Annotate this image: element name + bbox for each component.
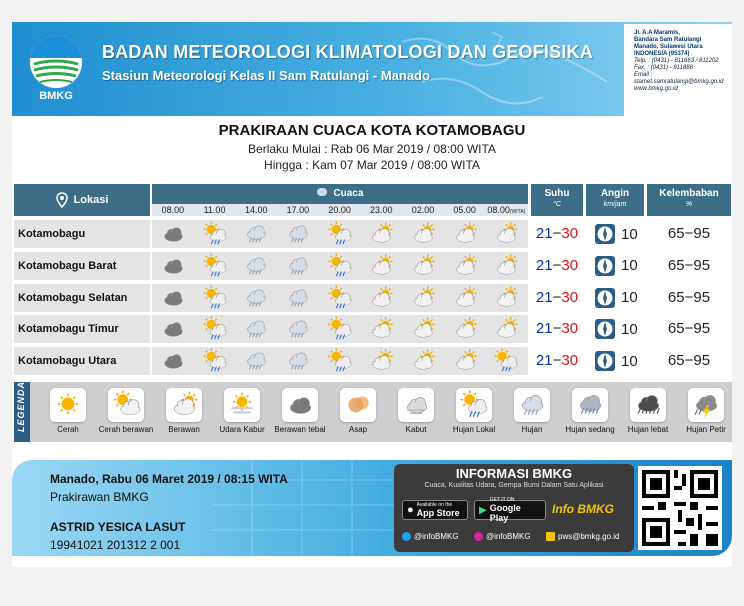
address-line: Bandara Sam Ratulangi <box>634 37 702 43</box>
temp-low: 21 <box>535 288 553 306</box>
weather-cells <box>152 284 528 312</box>
mail-icon <box>546 532 555 541</box>
partly-icon <box>444 220 486 248</box>
google-play-button[interactable] <box>474 497 546 523</box>
wind-speed: 10 <box>621 289 638 307</box>
partly-icon <box>444 284 486 312</box>
partly-icon <box>360 284 402 312</box>
wind-speed: 10 <box>621 352 638 370</box>
info-title: INFORMASI BMKG <box>455 466 573 481</box>
sun-rain-icon <box>194 284 236 312</box>
humidity-range: 65−95 <box>647 284 731 312</box>
location-name: Kotamobagu <box>14 220 150 248</box>
header-lokasi <box>14 184 150 216</box>
sun-rain-icon <box>194 220 236 248</box>
twitter-link[interactable] <box>402 532 459 541</box>
address-line: Manado, Sulawesi Utara <box>634 44 703 50</box>
legend-label: Hujan sedang <box>565 425 615 434</box>
legend-label: Hujan lebat <box>627 425 669 434</box>
cloudy-icon <box>152 252 194 280</box>
partly-icon <box>360 252 402 280</box>
weather-cells <box>152 347 528 375</box>
location-name: Kotamobagu Utara <box>14 347 150 375</box>
temp-low: 21 <box>535 256 553 274</box>
rain-icon <box>235 252 277 280</box>
temp-high: 30 <box>561 225 579 242</box>
table-row <box>14 315 732 343</box>
hour-label: 08.00(WITA) <box>487 205 526 215</box>
hour-label: 14.00 <box>244 205 268 215</box>
kelembaban-unit: % <box>685 201 693 208</box>
humidity-range: 65−95 <box>647 220 731 248</box>
info-subtitle: Cuaca, Kualitas Udara, Gempa Bumi Dalam Satu Aplikasi <box>424 482 604 489</box>
appstore-label: App Store <box>416 508 460 518</box>
rain-icon <box>514 388 550 422</box>
partly-icon <box>486 284 528 312</box>
temperature-range <box>531 284 583 312</box>
temp-low: 21 <box>535 320 553 338</box>
wind-cell <box>586 315 644 343</box>
station-subtitle: Stasiun Meteorologi Kelas II Sam Ratulangi - Manado <box>102 68 430 83</box>
weather-cells <box>152 315 528 343</box>
location-name: Kotamobagu Barat <box>14 252 150 280</box>
partly-icon <box>486 252 528 280</box>
wind-direction-icon <box>594 350 616 372</box>
legend-tag <box>14 382 30 442</box>
partly-icon <box>360 220 402 248</box>
kelembaban-label: Kelembaban <box>659 188 719 199</box>
forecaster-role: Prakirawan BMKG <box>50 490 149 504</box>
info-bmkg-panel <box>394 464 634 552</box>
angin-unit: km/jam <box>603 201 627 208</box>
sun-rain-icon <box>486 347 528 375</box>
hour-label: 17.00 <box>286 205 310 215</box>
partly-icon <box>402 284 444 312</box>
wind-direction-icon <box>594 318 616 340</box>
temperature-range <box>531 315 583 343</box>
address-web: www.bmkg.go.id <box>634 86 678 92</box>
partly-icon <box>166 388 202 422</box>
header-angin <box>586 184 644 216</box>
hours-row <box>152 204 528 216</box>
location-name: Kotamobagu Selatan <box>14 284 150 312</box>
fog-icon <box>398 388 434 422</box>
rain-icon <box>277 252 319 280</box>
partly-icon <box>444 347 486 375</box>
bmkg-logo <box>24 36 88 108</box>
email-address: pws@bmkg.go.id <box>558 532 620 541</box>
info-bmkg-brand: Info BMKG <box>552 502 614 516</box>
legend-tag-text: LEGENDA <box>16 380 26 432</box>
wind-cell <box>586 220 644 248</box>
thunder-icon <box>688 388 724 422</box>
temperature-range <box>531 252 583 280</box>
hour-label: 05.00 <box>453 205 476 215</box>
sun-rain-icon <box>194 347 236 375</box>
hour-label: 11.00 <box>203 205 226 215</box>
rain-icon <box>235 284 277 312</box>
qr-code-icon[interactable] <box>638 466 722 550</box>
wind-direction-icon <box>594 255 616 277</box>
partly-icon <box>360 315 402 343</box>
legend-label: Hujan Lokal <box>452 425 496 434</box>
cloudy-icon <box>152 220 194 248</box>
legend-label: Hujan Petir <box>686 425 726 434</box>
table-row <box>14 252 732 280</box>
humidity-range: 65−95 <box>647 315 731 343</box>
hour-label: 23.00 <box>370 205 393 215</box>
angin-label: Angin <box>600 188 630 199</box>
app-store-button[interactable] <box>402 500 468 520</box>
sun-cloud-icon <box>108 388 144 422</box>
cloud-sun-icon <box>317 188 327 196</box>
rain-icon <box>277 284 319 312</box>
legend-label: Berawan tebal <box>274 425 326 434</box>
twitter-handle: @infoBMKG <box>414 532 459 541</box>
valid-from: Berlaku Mulai : Rab 06 Mar 2019 / 08:00 WITA <box>248 142 496 156</box>
table-row <box>14 347 732 375</box>
temp-high: 30 <box>561 352 579 370</box>
valid-to: Hingga : Kam 07 Mar 2019 / 08:00 WITA <box>264 158 480 172</box>
lokasi-label: Lokasi <box>73 194 109 206</box>
address-phone: Telp. : (0431) - 811663 / 811202 <box>634 58 719 64</box>
rain-icon <box>235 220 277 248</box>
temp-high: 30 <box>561 320 579 338</box>
wind-speed: 10 <box>621 320 638 338</box>
address-line: Jl. A.A Maramis, <box>634 30 680 36</box>
sun-rain-icon <box>194 315 236 343</box>
wind-speed: 10 <box>621 257 638 275</box>
forecast-title-block <box>0 122 744 172</box>
rain-icon <box>277 347 319 375</box>
suhu-label: Suhu <box>544 188 570 199</box>
hour-label: 02.00 <box>411 205 435 215</box>
legend-item <box>672 388 740 434</box>
weather-cells <box>152 252 528 280</box>
cuaca-label: Cuaca <box>333 188 364 199</box>
legend-label: Hujan <box>521 425 543 434</box>
forecaster-nip: 19941021 201312 2 001 <box>50 538 181 552</box>
temperature-range <box>531 347 583 375</box>
header-kelembaban <box>647 184 731 216</box>
partly-icon <box>486 220 528 248</box>
temp-dash: − <box>552 288 562 306</box>
forecast-title: PRAKIRAAN CUACA KOTA KOTAMOBAGU <box>218 122 526 139</box>
play-icon: ▶ <box>479 504 487 516</box>
issue-date: Manado, Rabu 06 Maret 2019 / 08:15 WITA <box>50 472 288 486</box>
header-suhu <box>531 184 583 216</box>
legend-label: Kabut <box>405 425 427 434</box>
rain-mod-icon <box>572 388 608 422</box>
gplay-label: Google Play <box>489 503 521 523</box>
hour-label: 20.00 <box>328 205 351 215</box>
sun-rain-icon <box>319 315 361 343</box>
wind-direction-icon <box>594 287 616 309</box>
legend-label: Cerah <box>57 425 79 434</box>
temp-dash: − <box>552 352 562 370</box>
rain-icon <box>235 347 277 375</box>
hour-label: 08.00 <box>161 205 185 215</box>
humidity-range: 65−95 <box>647 347 731 375</box>
temp-low: 21 <box>535 225 553 242</box>
address-line: INDONESIA (95374) <box>634 51 690 57</box>
legend <box>14 382 732 442</box>
rain-heavy-icon <box>630 388 666 422</box>
temp-dash: − <box>552 320 562 338</box>
rain-icon <box>277 315 319 343</box>
sun-rain-icon <box>319 347 361 375</box>
rain-icon <box>235 315 277 343</box>
legend-label: Udara Kabur <box>219 425 265 434</box>
gplay-small: GET IT ON <box>489 497 515 503</box>
cloudy-icon <box>152 284 194 312</box>
partly-icon <box>402 347 444 375</box>
legend-label: Asap <box>348 425 368 434</box>
header-cuaca <box>152 184 528 216</box>
partly-icon <box>402 252 444 280</box>
partly-icon <box>402 315 444 343</box>
location-name: Kotamobagu Timur <box>14 315 150 343</box>
instagram-link[interactable] <box>474 532 531 541</box>
sun-rain-icon <box>194 252 236 280</box>
temp-low: 21 <box>535 352 553 370</box>
twitter-icon <box>402 532 411 541</box>
sun-rain-icon <box>319 220 361 248</box>
table-row <box>14 284 732 312</box>
temp-high: 30 <box>561 288 579 306</box>
instagram-icon <box>474 532 483 541</box>
wind-cell <box>586 252 644 280</box>
apple-icon: ● <box>407 504 414 516</box>
partly-icon <box>360 347 402 375</box>
address-block <box>624 24 732 116</box>
partly-icon <box>444 315 486 343</box>
cloudy-icon <box>282 388 318 422</box>
sun-rain-icon <box>456 388 492 422</box>
temp-high: 30 <box>561 256 579 274</box>
location-pin-icon <box>56 192 68 208</box>
hour-suffix: (WITA) <box>509 209 526 215</box>
humidity-range: 65−95 <box>647 252 731 280</box>
smoke-icon <box>340 388 376 422</box>
wind-direction-icon <box>594 223 616 245</box>
instagram-handle: @infoBMKG <box>486 532 531 541</box>
weather-cells <box>152 220 528 248</box>
address-fax: Fax. : (0431) - 811888 <box>634 65 693 71</box>
address-email-label: Email : <box>634 72 653 78</box>
legend-label: Berawan <box>168 425 200 434</box>
sun-rain-icon <box>319 252 361 280</box>
partly-icon <box>402 220 444 248</box>
email-link[interactable] <box>546 532 619 541</box>
temp-dash: − <box>552 225 562 242</box>
temp-dash: − <box>552 256 562 274</box>
wind-cell <box>586 284 644 312</box>
address-email: stamet.samratulangi@bmkg.go.id <box>634 79 724 85</box>
appstore-small: Available on the <box>416 502 453 508</box>
logo-text: BMKG <box>39 90 73 102</box>
wind-cell <box>586 347 644 375</box>
agency-title: BADAN METEOROLOGI KLIMATOLOGI DAN GEOFISIKA <box>102 42 593 62</box>
legend-label: Cerah berawan <box>98 425 154 434</box>
partly-icon <box>486 315 528 343</box>
rain-icon <box>277 220 319 248</box>
wind-speed: 10 <box>621 225 638 243</box>
forecaster-name: ASTRID YESICA LASUT <box>50 520 186 534</box>
table-row <box>14 220 732 248</box>
suhu-unit: °C <box>553 201 561 208</box>
haze-icon <box>224 388 260 422</box>
cloudy-icon <box>152 315 194 343</box>
sun-icon <box>50 388 86 422</box>
cloudy-icon <box>152 347 194 375</box>
partly-icon <box>444 252 486 280</box>
temperature-range <box>531 220 583 248</box>
sun-rain-icon <box>319 284 361 312</box>
